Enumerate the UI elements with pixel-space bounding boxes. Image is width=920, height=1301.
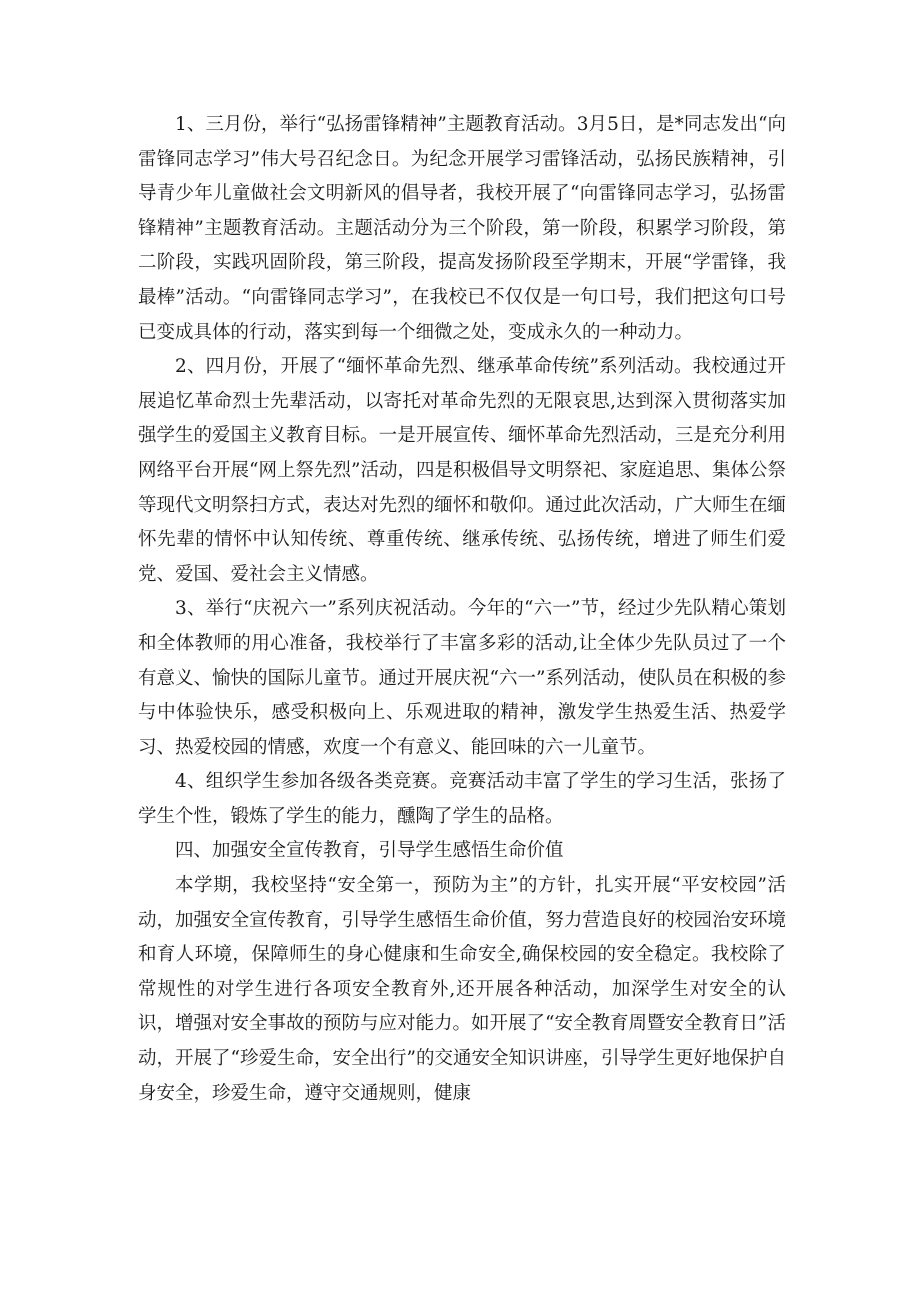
- paragraph-1: 1、三月份，举行“弘扬雷锋精神”主题教育活动。3月5日，是*同志发出“向雷锋同志学习”伟大号召纪念日。为纪念开展学习雷锋活动，弘扬民族精神，引导青少年儿童做社会文明新风的倡导者，我校开展了“向雷锋同志学习，弘扬雷锋精神”主题教育活动。主题活动分为三个阶段，第一阶段，积累学习阶段，第二阶段，实践巩固阶段，第三阶段，提高发扬阶段至学期末，开展“学雷锋，我最棒”活动。“向雷锋同志学习”，在我校已不仅仅是一句口号，我们把这句口号已变成具体的行动，落实到每一个细微之处，变成永久的一种动力。: [138, 114, 786, 343]
- paragraph-4: 4、组织学生参加各级各类竞赛。竞赛活动丰富了学生的学习生活，张扬了学生个性，锻炼了学生的能力，醺陶了学生的品格。: [138, 771, 786, 827]
- paragraph-2: 2、四月份，开展了“缅怀革命先烈、继承革命传统”系列活动。我校通过开展追忆革命烈士先辈活动，以寄托对革命先烈的无限哀思,达到深入贯彻落实加强学生的爱国主义教育目标。一是开展宣传、缅怀革命先烈活动，三是充分利用网络平台开展“网上祭先烈”活动，四是积极倡导文明祭祀、家庭追思、集体公祭等现代文明祭扫方式，表达对先烈的缅怀和敬仰。通过此次活动，广大师生在缅怀先辈的情怀中认知传统、尊重传统、继承传统、弘扬传统，增进了师生们爱党、爱国、爱社会主义情感。: [138, 356, 786, 585]
- section-heading: 四、加强安全宣传教育，引导学生感悟生命价值: [175, 840, 564, 862]
- document-page: [138, 108, 786, 1111]
- paragraph-3: 3、举行“庆祝六一”系列庆祝活动。今年的“六一”节，经过少先队精心策划和全体教师的用心准备，我校举行了丰富多彩的活动,让全体少先队员过了一个有意义、愉快的国际儿童节。通过开展庆祝“六一”系列活动，使队员在积极的参与中体验快乐，感受积极向上、乐观进取的精神，激发学生热爱生活、热爱学习、热爱校园的情感，欢度一个有意义、能回味的六一儿童节。: [138, 598, 786, 758]
- paragraph-5: 本学期，我校坚持“安全第一，预防为主”的方针，扎实开展“平安校园”活动，加强安全宣传教育，引导学生感悟生命价值，努力营造良好的校园治安环境和育人环境，保障师生的身心健康和生命安全,确保校园的安全稳定。我校除了常规性的对学生进行各项安全教育外,还开展各种活动，加深学生对安全的认识，增强对安全事故的预防与应对能力。如开展了“安全教育周暨安全教育日”活动，开展了“珍爱生命，安全出行”的交通安全知识讲座，引导学生更好地保护自身安全，珍爱生命，遵守交通规则，健康: [138, 875, 786, 1104]
